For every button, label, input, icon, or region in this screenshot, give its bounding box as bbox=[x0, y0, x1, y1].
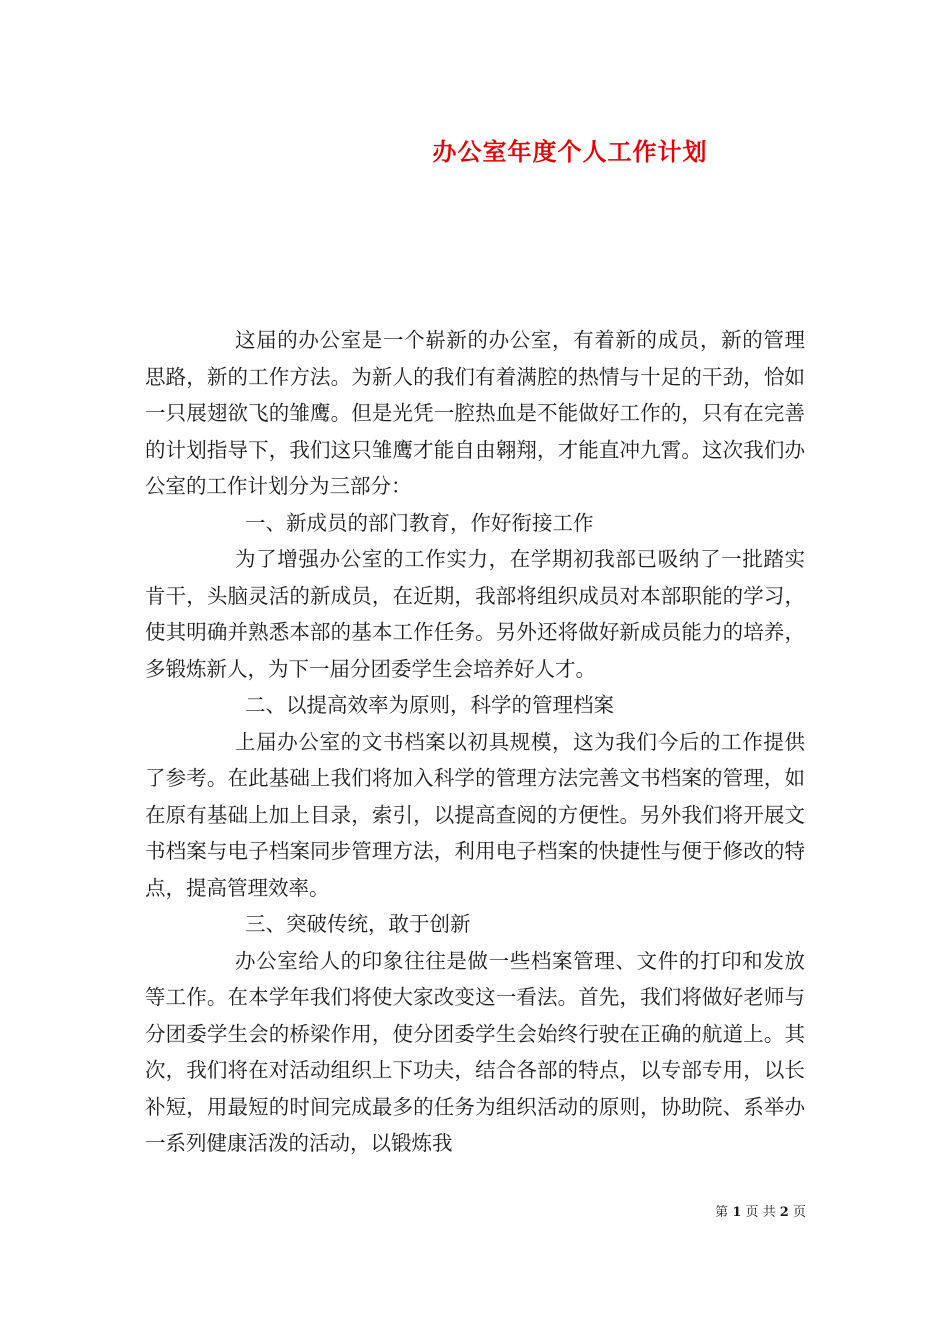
intro-paragraph: 这届的办公室是一个崭新的办公室，有着新的成员，新的管理思路，新的工作方法。为新人的我们有着满腔的热情与十足的干劲，恰如一只展翅欲飞的雏鹰。但是光凭一腔热血是不能做好工作的，只有在完善的计划指导下，我们这只雏鹰才能自由翱翔，才能直冲九霄。这次我们办公室的工作计划分为三部分： bbox=[145, 328, 805, 498]
section-paragraph-3: 办公室给人的印象往往是做一些档案管理、文件的打印和发放等工作。在本学年我们将使大家改变这一看法。首先，我们将做好老师与分团委学生会的桥梁作用，使分团委学生会始终行驶在正确的航道上。其次，我们将在对活动组织上下功夫，结合各部的特点，以专部专用，以长补短，用最短的时间完成最多的任务为组织活动的原则，协助院、系举办一系列健康活泼的活动，以锻炼我 bbox=[145, 948, 805, 1155]
footer-middle: 页 共 bbox=[745, 1205, 776, 1220]
document-title: 办公室年度个人工作计划 bbox=[432, 137, 708, 166]
section-paragraph-1: 为了增强办公室的工作实力，在学期初我部已吸纳了一批踏实肯干，头脑灵活的新成员，在近期，我部将组织成员对本部职能的学习，使其明确并熟悉本部的基本工作任务。另外还将做好新成员能力的培养，多锻炼新人，为下一届分团委学生会培养好人才。 bbox=[145, 547, 805, 681]
footer-current-page: 1 bbox=[732, 1205, 742, 1220]
footer-prefix: 第 bbox=[715, 1205, 729, 1220]
section-heading-2: 二、以提高效率为原则，科学的管理档案 bbox=[245, 693, 614, 717]
page-number-footer bbox=[600, 1203, 806, 1223]
document-body bbox=[145, 322, 805, 1162]
section-paragraph-2: 上届办公室的文书档案以初具规模，这为我们今后的工作提供了参考。在此基础上我们将加入科学的管理方法完善文书档案的管理，如在原有基础上加上目录，索引，以提高查阅的方便性。另外我们将开展文书档案与电子档案同步管理方法，利用电子档案的快捷性与便于修改的特点，提高管理效率。 bbox=[145, 729, 805, 900]
section-heading-3: 三、突破传统，敢于创新 bbox=[245, 912, 471, 936]
footer-suffix: 页 bbox=[792, 1205, 806, 1220]
footer-total-pages: 2 bbox=[779, 1205, 789, 1220]
section-heading-1: 一、新成员的部门教育，作好衔接工作 bbox=[245, 510, 594, 535]
